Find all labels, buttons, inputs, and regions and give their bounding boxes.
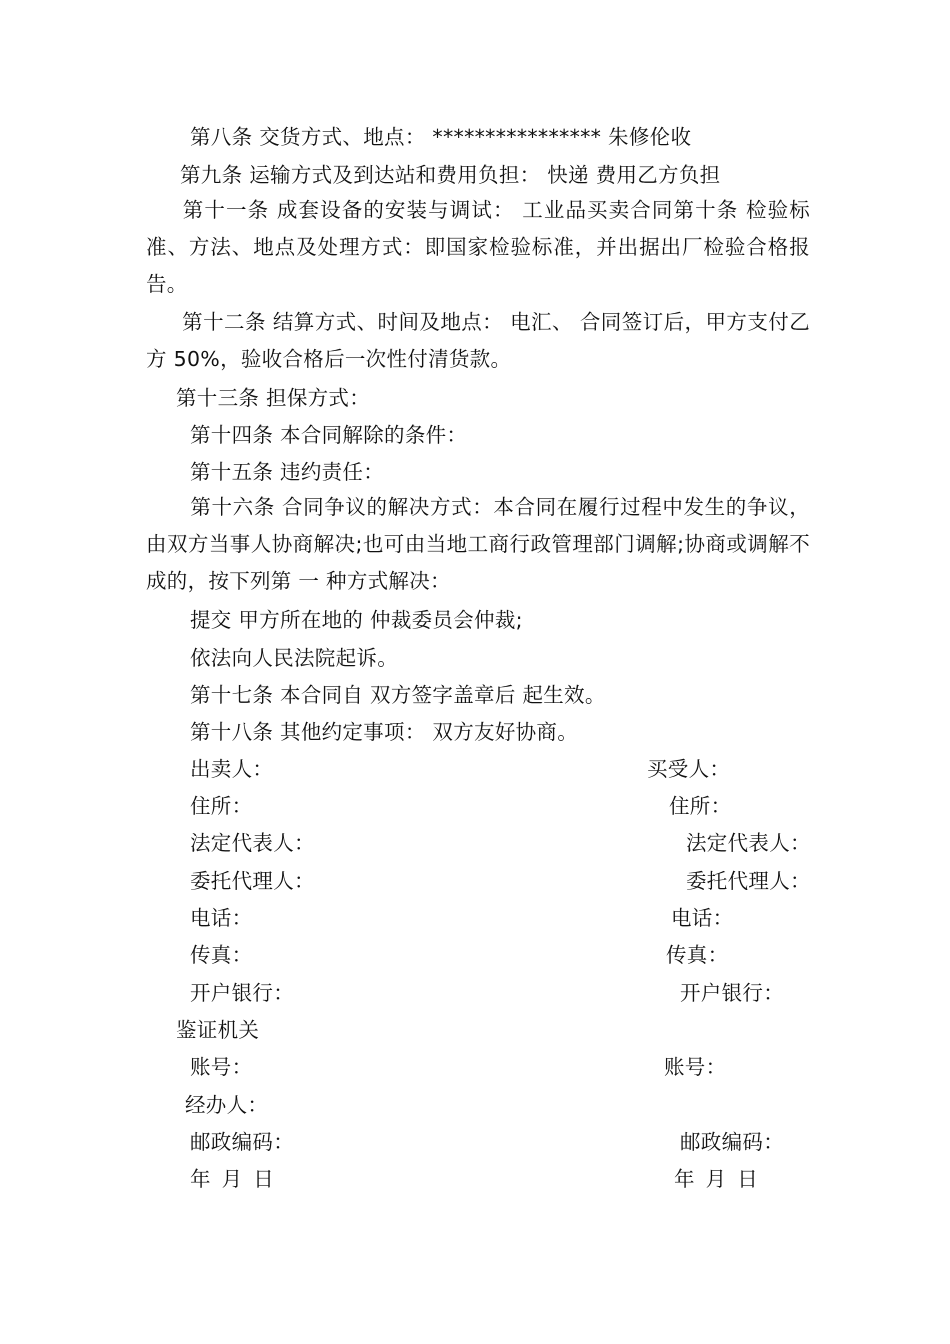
clause-11: 第十一条 成套设备的安装与调试： 工业品买卖合同第十条 检验标准、方法、地点及处理方式：即国家检验标准，并出据出厂检验合格报告。: [146, 198, 810, 296]
seller-postcode: 邮政编码：: [190, 1130, 294, 1154]
seller-bank: 开户银行：: [190, 981, 294, 1005]
authentication-authority: 鉴证机关: [176, 1018, 260, 1042]
clause-16-option-court: 依法向人民法院起诉。: [190, 646, 398, 670]
seller-phone: 电话：: [190, 906, 253, 930]
seller-date: 年 月 日: [190, 1167, 275, 1191]
seller-legal-rep: 法定代表人：: [190, 831, 315, 855]
clause-18: 第十八条 其他约定事项： 双方友好协商。: [190, 720, 579, 744]
clause-16: 第十六条 合同争议的解决方式：本合同在履行过程中发生的争议，由双方当事人协商解决;也可由当地工商行政管理部门调解;协商或调解不成的，按下列第 一 种方式解决：: [146, 495, 810, 593]
buyer-legal-rep: 法定代表人：: [686, 831, 811, 855]
buyer-account: 账号：: [664, 1055, 727, 1079]
clause-8: 第八条 交货方式、地点： **************** 朱修伦收: [190, 125, 692, 149]
handler-label: 经办人：: [185, 1093, 269, 1117]
buyer-phone: 电话：: [671, 906, 734, 930]
buyer-address: 住所：: [669, 794, 732, 818]
clause-17: 第十七条 本合同自 双方签字盖章后 起生效。: [190, 683, 606, 707]
seller-account: 账号：: [190, 1055, 253, 1079]
seller-fax: 传真：: [190, 943, 253, 967]
seller-label: 出卖人：: [190, 757, 274, 781]
clause-9: 第九条 运输方式及到达站和费用负担： 快递 费用乙方负担: [180, 163, 721, 187]
buyer-date: 年 月 日: [674, 1167, 759, 1191]
seller-agent: 委托代理人：: [190, 869, 315, 893]
clause-16-option-arbitration: 提交 甲方所在地的 仲裁委员会仲裁;: [190, 608, 523, 632]
buyer-fax: 传真：: [666, 943, 729, 967]
buyer-bank: 开户银行：: [680, 981, 784, 1005]
seller-address: 住所：: [190, 794, 253, 818]
buyer-label: 买受人：: [647, 757, 731, 781]
clause-12: 第十二条 结算方式、时间及地点： 电汇、 合同签订后，甲方支付乙方 50%，验收合格后一次性付清货款。: [146, 310, 810, 371]
clause-13: 第十三条 担保方式：: [176, 386, 371, 410]
clause-15: 第十五条 违约责任：: [190, 460, 385, 484]
buyer-agent: 委托代理人：: [686, 869, 811, 893]
clause-14: 第十四条 本合同解除的条件：: [190, 423, 468, 447]
buyer-postcode: 邮政编码：: [680, 1130, 784, 1154]
